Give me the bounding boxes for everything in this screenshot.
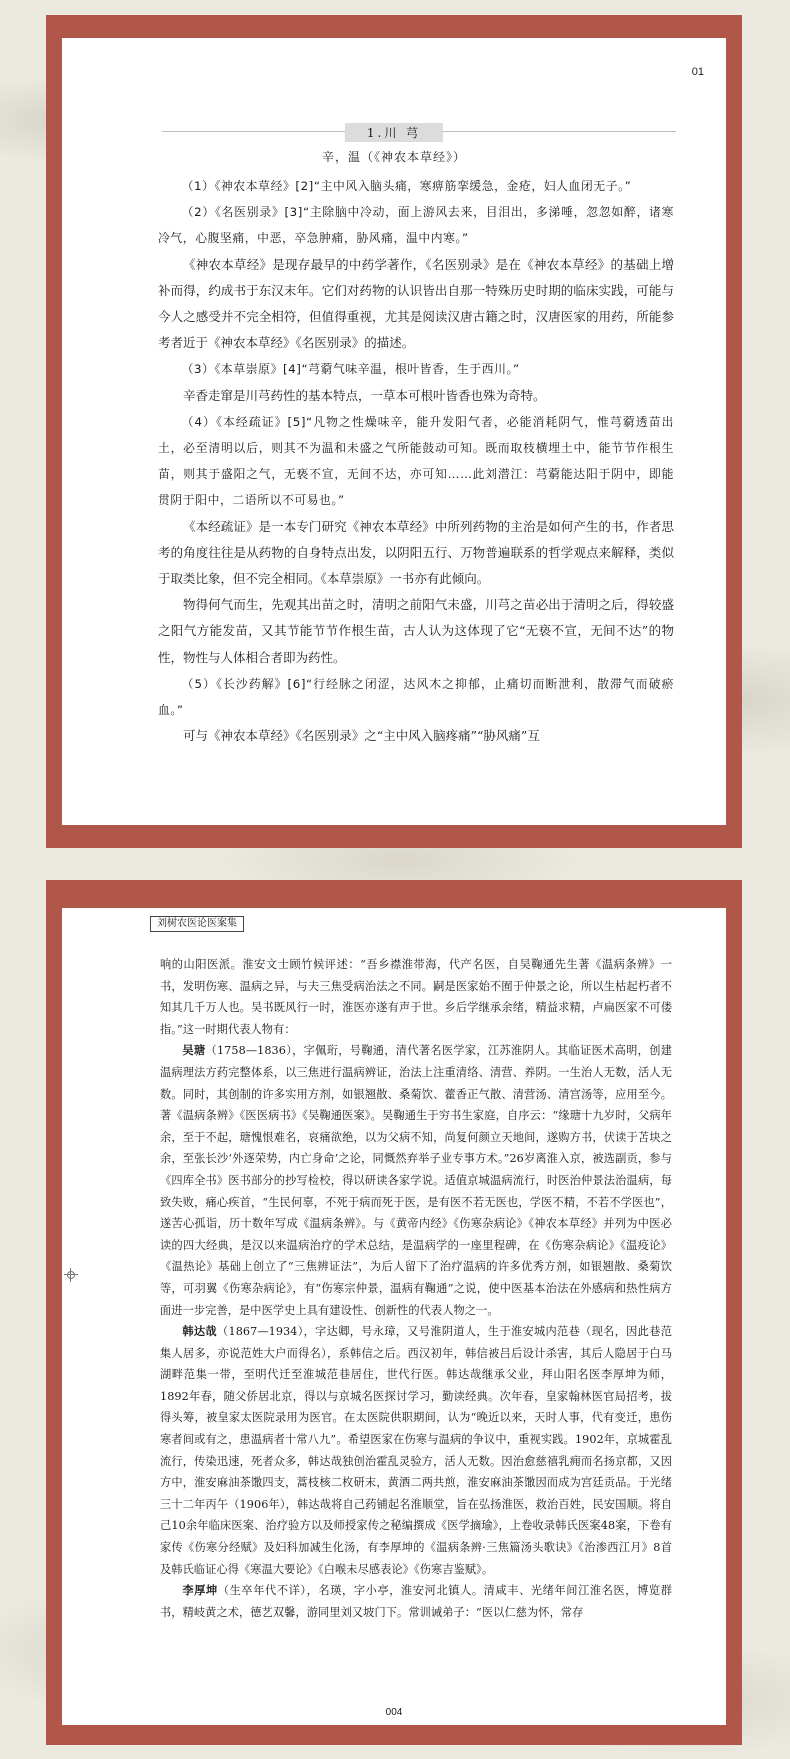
paragraph: （4）《本经疏证》[5]“凡物之性燥味辛，能升发阳气者，必能消耗阴气，惟芎藭透苗出土，必至清明以后，则其不为温和未盛之气所能鼓动可知。既而取枝横埋土中，能节节作根生苗，则其于盛阳之气，无亵不宣，无间不达，亦可知……此刘潜江：芎藭能达阳于阴中，即能贯阴于阳中，二语所以不可易也。” [158, 414, 674, 508]
paragraph: 《本经疏证》是一本专门研究《神农本草经》中所列药物的主治是如何产生的书，作者思考的角度往往是从药物的自身特点出发，以阴阳五行、万物普遍联系的哲学观点来解释，类似于取类比象，但不完全相同。《本草崇原》一书亦有此倾向。 [158, 518, 674, 587]
paragraph-text: 响的山阳医派。淮安文士顾竹候评述：“吾乡襟淮带海，代产名医，自吴鞠通先生著《温病条辨》一书，发明伤寒、温病之异，与夫三焦受病治法之不同。嗣是医家始不囿于仲景之论，所以生枯起朽者不知其几千万人也。吴书既风行一时，淮医亦遂有声于世。乡后学继承余绪，精益求精，卢扁医家不可偻指。”这一时期代表人物有： [160, 958, 672, 1036]
paragraph [160, 954, 672, 1040]
paragraph: （5）《长沙药解》[6]“行经脉之闭涩，达风木之抑郁，止痛切而断泄利，散滞气而破瘀血。” [158, 676, 674, 718]
entry-name: 李厚坤 [182, 1583, 218, 1598]
page-2-body [160, 954, 672, 1623]
page-number-bottom: 004 [385, 1707, 403, 1718]
paragraph [160, 1580, 672, 1623]
paragraph: （1）《神农本草经》[2]“主中风入脑头痛，寒痹筋挛缓急，金疮，妇人血闭无子。” [181, 179, 632, 193]
paragraph: 物得何气而生，先观其出苗之时，清明之前阳气未盛，川芎之苗必出于清明之后，得较盛之阳气方能发苗，又其节能节节作根生苗，古人认为这体现了它“无亵不宣，无间不达”的物性，物性与人体相合者即为药性。 [158, 597, 674, 665]
book-page-2 [62, 908, 726, 1725]
page-number: 01 [691, 66, 704, 78]
book-page-1-frame [46, 15, 742, 848]
section-subheading: 辛，温（《神农本草经》） [321, 150, 466, 164]
book-page-1 [62, 38, 726, 825]
paragraph-text: （1758—1836），字佩珩，号鞠通，清代著名医学家，江苏淮阴人。其临证医术高明，创建温病理法方药完整体系，以三焦进行温病辨证，治法上注重清络、清营、养阴。一生治人无数，活人无数。同时，其创制的许多实用方剂，如银翘散、桑菊饮、藿香正气散、清营汤、清宫汤等，应用至今。著《温病条辨》《医医病书》《吴鞠通医案》。吴鞠通生于穷书生家庭，自序云：“缘瑭十九岁时，父病年余，至于不起，瑭愧恨难名，哀痛欲绝，以为父病不知，尚复何颜立天地间，遂购方书，伏读于苫块之余，至张长沙‘外逐荣势，内亡身命’之论，同慨然弃举子业专事方术。”26岁离淮入京，被选副贡，参与《四库全书》医书部分的抄写检校，得以研读各家学说。适值京城温病流行，时医治仲景法治温病，每致失败，痛心疾首，“生民何辜，不死于病而死于医，是有医不若无医也，学医不精，不若不学医也”，遂苦心孤诣，历十数年写成《温病条辨》。与《黄帝内经》《伤寒杂病论》《神农本草经》并列为中医必读的四大经典，是汉以来温病治疗的学术总结，是温病学的一座里程碑，在《伤寒杂病论》《温疫论》《温热论》基础上创立了“三焦辨证法”，为后人留下了治疗温病的许多优秀方剂，如银翘散、桑菊饮等，可羽翼《伤寒杂病论》，有“伤寒宗仲景，温病有鞠通”之说，使中医基本治法在外感病和热性病方面进一步完善，是中医学史上具有建设性、创新性的代表人物之一。 [160, 1044, 673, 1317]
entry-name: 吴瑭 [182, 1043, 206, 1058]
crop-mark-left [64, 1268, 78, 1282]
paragraph: 《神农本草经》是现存最早的中药学著作，《名医别录》是在《神农本草经》的基础上增补而得，约成书于东汉末年。它们对药物的认识皆出自那一特殊历史时期的临床实践，可能与今人之感受并不完全相符，但值得重视，尤其是阅读汉唐古籍之时，汉唐医家的用药，所能参考者近于《神农本草经》《名医别录》的描述。 [158, 256, 674, 351]
paragraph [160, 1040, 672, 1321]
paragraph: （2）《名医别录》[3]“主除脑中冷动，面上游风去来，目泪出，多涕唾，忽忽如醉，诸寒冷气，心腹坚痛，中恶，卒急肿痛，胁风痛，温中内寒。” [158, 205, 674, 246]
paragraph-text: （生卒年代不详），名瑛，字小亭，淮安河北镇人。清咸丰、光绪年间江淮名医，博览群书，精岐黄之术，德艺双馨，游同里刘又坡门下。常训诫弟子：“医以仁慈为怀，常存 [160, 1584, 672, 1619]
paragraph: 可与《神农本草经》《名医别录》之“主中风入脑疼痛”“胁风痛”互 [183, 728, 540, 744]
paragraph [160, 1321, 672, 1580]
paragraph: 辛香走窜是川芎药性的基本特点，一草本可根叶皆香也殊为奇特。 [183, 387, 546, 403]
running-head: 刘树农医论医案集 [150, 916, 244, 932]
paragraph-text: （1867—1934），字达卿，号永璋，又号淮阴道人，生于淮安城内范巷（现名，因此巷范集人居多，亦说范姓大户而得名），系韩信之后。西汉初年，韩信被吕后设计杀害，其后人隐居于白马湖畔范集一带，至明代迁至淮城范巷居住，世代行医。韩达哉继承父业，拜山阳名医李厚坤为师，1892年春，随父侨居北京，得以与京城名医探讨学习，勤读经典。次年春，皇家翰林医官局招考，拔得头筹，被皇家太医院录用为医官。在太医院供职期间，认为“晚近以来，天时人事，代有变迁，患伤寒者间或有之，患温病者十常八九”。希望医家在伤寒与温病的争议中，重视实践。1902年，京城霍乱流行，传染迅速，死者众多，韩达哉独创治霍乱灵验方，活人无数。因治愈慈禧乳痈而名扬京都，又因方中，淮安麻油茶馓四支，蒿枝核二枚研末，黄酒二两共煎，淮安麻油茶馓因而成为宫廷贡品。于光绪三十二年丙午（1906年），韩达哉将自己药铺起名淮顺堂，旨在弘扬淮医，救治百姓，民安国顺。将自己10余年临床医案、治疗验方以及师授家传之秘编撰成《医学摘瑜》，上卷收录韩氏医案48案，下卷有家传《伤寒分经赋》及妇科加减生化汤，有李厚坤的《温病条辨·三焦篇汤头歌诀》《治渗西江月》8首及韩氏临证心得《寒温大要论》《白喉未尽感表论》《伤寒吉鉴赋》。 [160, 1325, 672, 1576]
page-1-body [158, 173, 674, 749]
entry-name: 韩达哉 [182, 1324, 217, 1339]
paragraph: （3）《本草崇原》[4]“芎藭气味辛温，根叶皆香，生于西川。” [181, 362, 520, 377]
section-title: 1.川 芎 [345, 123, 443, 142]
book-page-2-frame [46, 880, 742, 1745]
